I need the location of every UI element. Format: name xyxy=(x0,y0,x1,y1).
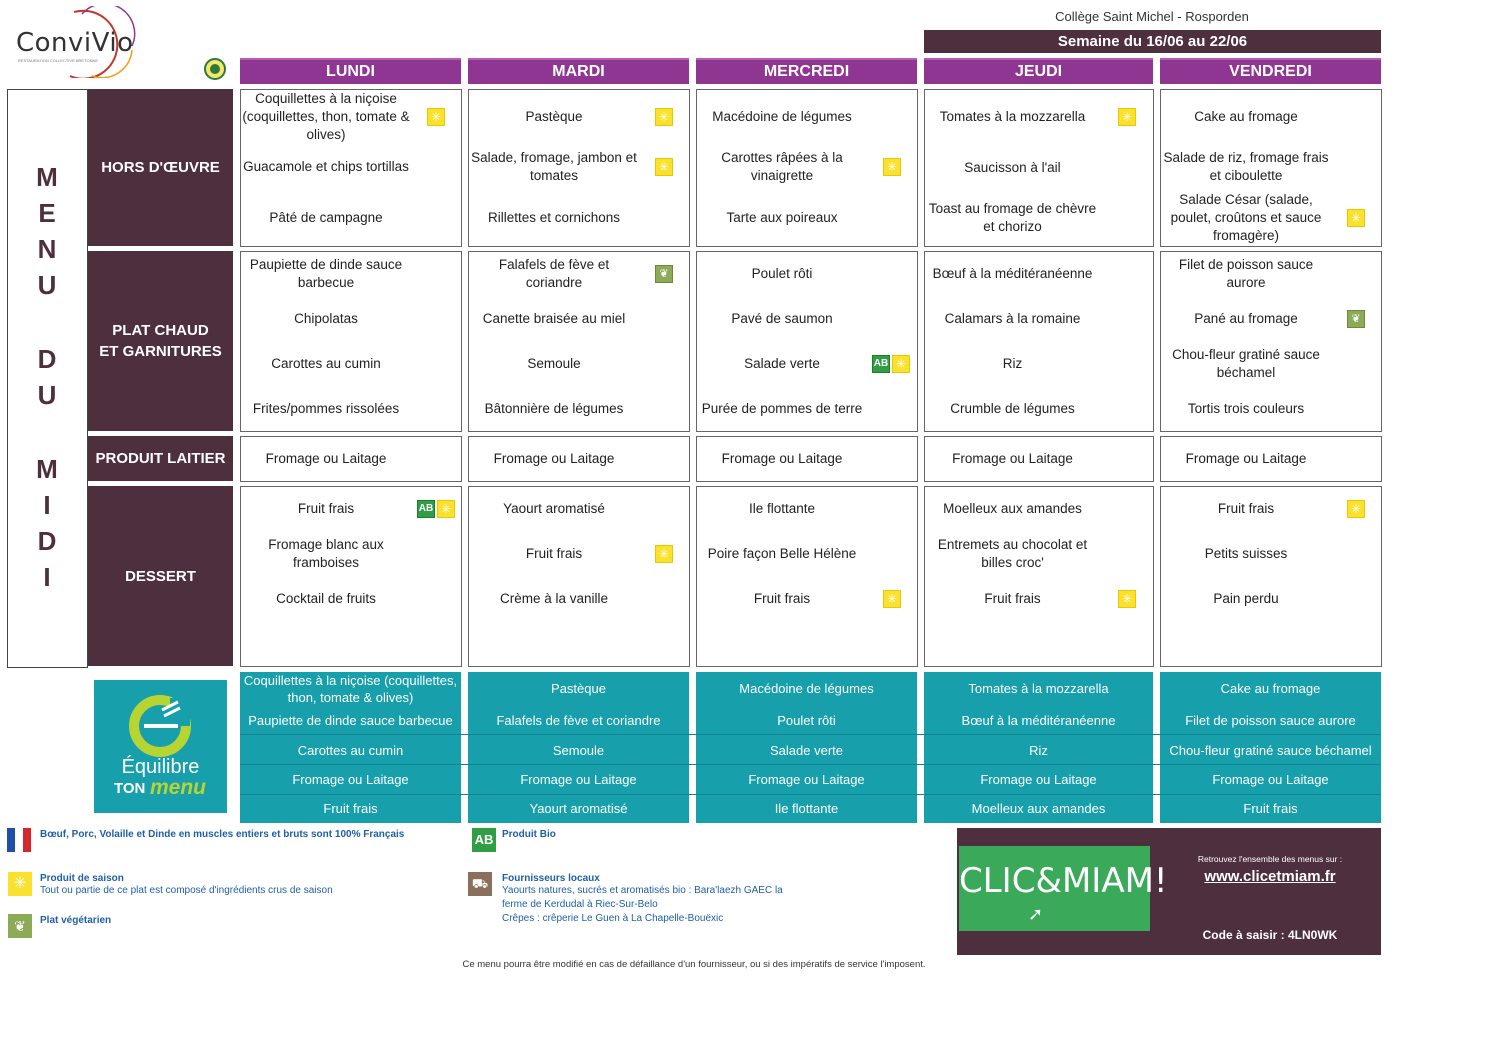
legend-local-line: Yaourts natures, sucrés et aromatisés bio : Bara'laezh GAEC la xyxy=(502,885,783,896)
side-letter: I xyxy=(43,490,51,520)
dish: Saucisson à l'ail xyxy=(964,160,1061,175)
dish: Chou-fleur gratiné sauce béchamel xyxy=(1172,347,1320,380)
equilibre-item: Filet de poisson sauce aurore xyxy=(1185,712,1356,728)
week-range: Semaine du 16/06 au 22/06 xyxy=(924,30,1381,53)
dish: Fromage ou Laitage xyxy=(493,451,615,466)
legend-bio-text: Produit Bio xyxy=(502,829,556,840)
dish: Fruit frais xyxy=(1217,501,1275,516)
equilibre-item: Carottes au cumin xyxy=(297,742,404,758)
saison-icon xyxy=(1118,590,1136,608)
equilibre-item: Tomates à la mozzarella xyxy=(968,680,1109,696)
equilibre-item: Ile flottante xyxy=(774,800,839,816)
bio-legend-icon: AB xyxy=(472,828,496,852)
dish: Tortis trois couleurs xyxy=(1187,401,1305,416)
saison-icon xyxy=(892,355,910,373)
equilibre-item: Fromage ou Laitage xyxy=(292,771,409,787)
equilibre-item: Fruit frais xyxy=(323,800,378,816)
dish: Petits suisses xyxy=(1204,546,1288,561)
convivio-logo xyxy=(12,6,142,78)
dish: Fromage blanc aux framboises xyxy=(268,537,384,570)
dish: Pané au fromage xyxy=(1194,311,1298,326)
day-header-lundi: LUNDI xyxy=(240,58,461,84)
saison-icon xyxy=(427,108,445,126)
saison-icon xyxy=(1118,108,1136,126)
legend-saison-title: Produit de saison xyxy=(40,873,124,884)
day-header-mardi: MARDI xyxy=(468,58,689,84)
side-letter: M xyxy=(36,162,58,192)
brand-tagline: RESTAURATION COLLECTIVE BRETONNE xyxy=(18,58,99,63)
dish: Macédoine de légumes xyxy=(712,109,852,124)
dish: Entremets au chocolat et billes croc' xyxy=(937,537,1088,570)
clic-intro: Retrouvez l'ensemble des menus sur : xyxy=(1197,854,1343,864)
dish: Riz xyxy=(1002,356,1023,371)
menu-word: menu xyxy=(150,776,207,799)
dish: Crumble de légumes xyxy=(950,401,1075,416)
dish: Calamars à la romaine xyxy=(944,311,1081,326)
dish: Salade verte xyxy=(744,356,820,371)
equilibre-item: Paupiette de dinde sauce barbecue xyxy=(248,712,453,728)
dish: Pavé de saumon xyxy=(731,311,833,326)
day-header-mercredi: MERCREDI xyxy=(696,58,917,84)
dish: Fromage ou Laitage xyxy=(265,451,387,466)
dish: Salade de riz, fromage frais et ciboulette xyxy=(1163,150,1329,183)
side-letter: M xyxy=(36,454,58,484)
bio-icon: AB xyxy=(872,355,890,373)
tractor-icon: ⛟ xyxy=(468,872,492,896)
equilibre-item: Fromage ou Laitage xyxy=(1212,771,1329,787)
divider xyxy=(240,794,1381,795)
equilibre-item: Fromage ou Laitage xyxy=(748,771,865,787)
equilibre-item: Fromage ou Laitage xyxy=(520,771,637,787)
dish: Filet de poisson sauce aurore xyxy=(1178,257,1314,290)
equilibre-item: Moelleux aux amandes xyxy=(971,800,1106,816)
dish: Fromage ou Laitage xyxy=(1185,451,1307,466)
day-header-vendredi: VENDREDI xyxy=(1160,58,1381,84)
side-letter: U xyxy=(37,380,57,410)
saison-icon xyxy=(655,158,673,176)
vegetarien-icon xyxy=(655,265,673,283)
equilibre-item: Poulet rôti xyxy=(777,712,836,728)
divider xyxy=(240,734,1381,735)
dish: Cake au fromage xyxy=(1194,109,1298,124)
equilibre-item: Bœuf à la méditéranéenne xyxy=(961,712,1116,728)
dish: Fruit frais xyxy=(297,501,355,516)
dish: Pâté de campagne xyxy=(269,210,383,225)
equilibre-item: Falafels de fève et coriandre xyxy=(496,712,661,728)
dish: Semoule xyxy=(527,356,581,371)
saison-icon xyxy=(1347,209,1365,227)
dish: Fromage ou Laitage xyxy=(952,451,1073,466)
saison-icon xyxy=(883,590,901,608)
ton-word: TON xyxy=(114,780,146,797)
legend-local-line: ferme de Kerdudal à Riec-Sur-Belo xyxy=(502,899,658,910)
dish: Fruit frais xyxy=(984,591,1041,606)
dish: Poulet rôti xyxy=(751,266,813,281)
equilibre-item: Cake au fromage xyxy=(1220,680,1321,696)
divider xyxy=(240,764,1381,765)
saison-icon xyxy=(1347,500,1365,518)
vegetarien-icon xyxy=(1347,310,1365,328)
dish: Chipolatas xyxy=(294,311,358,326)
equilibre-item: Chou-fleur gratiné sauce béchamel xyxy=(1169,742,1372,758)
side-letter: U xyxy=(37,270,57,300)
dish: Moelleux aux amandes xyxy=(943,501,1082,516)
equilibre-item: Fromage ou Laitage xyxy=(980,771,1097,787)
brand-name: ConviVio xyxy=(16,28,134,58)
dish: Fruit frais xyxy=(753,591,811,606)
equilibre-item: Riz xyxy=(1029,742,1048,758)
bio-icon: AB xyxy=(417,500,435,518)
menu-du-midi-banner xyxy=(7,89,88,668)
equilibre-item: Yaourt aromatisé xyxy=(529,800,628,816)
dish: Crème à la vanille xyxy=(499,591,609,606)
france-flag-icon xyxy=(7,828,31,852)
dish: Pain perdu xyxy=(1213,591,1279,606)
dish: Guacamole et chips tortillas xyxy=(243,159,409,174)
equilibre-ton-menu-logo xyxy=(94,680,227,813)
saison-legend-icon: ✳ xyxy=(8,872,32,896)
dish: Carottes râpées à la vinaigrette xyxy=(721,150,843,183)
legend-saison-text: Tout ou partie de ce plat est composé d'ingrédients crus de saison xyxy=(40,885,333,896)
clic-miam-logo: CLIC&MIAM! xyxy=(959,846,1150,931)
dish: Toast au fromage de chèvre et chorizo xyxy=(928,201,1097,234)
footnote: Ce menu pourra être modifié en cas de défaillance d'un fournisseur, ou si des impératifs de service l'imposent. xyxy=(462,959,926,970)
side-letter: D xyxy=(37,344,57,374)
clic-code: Code à saisir : 4LN0WK xyxy=(1202,928,1338,942)
dish: Purée de pommes de terre xyxy=(701,401,863,416)
side-letter: I xyxy=(43,562,51,592)
saison-icon xyxy=(437,500,455,518)
cursor-icon: ➚ xyxy=(1028,904,1044,924)
saison-icon xyxy=(883,158,901,176)
dish: Salade, fromage, jambon et tomates xyxy=(471,150,637,183)
dish: Rillettes et cornichons xyxy=(487,210,621,225)
equilibre-item: Semoule xyxy=(552,742,605,758)
dish: Fruit frais xyxy=(525,546,583,561)
legend-local-line: Crêpes : crêperie Le Guen à La Chapelle-Bouëxic xyxy=(502,913,724,924)
category-dessert: DESSERT xyxy=(88,486,233,666)
dish: Paupiette de dinde sauce barbecue xyxy=(249,257,403,290)
side-letter: D xyxy=(37,526,57,556)
legend-france-text: Bœuf, Porc, Volaille et Dinde en muscles entiers et bruts sont 100% Français xyxy=(40,829,405,840)
legend-veg-text: Plat végétarien xyxy=(40,915,112,926)
dish: Tomates à la mozzarella xyxy=(939,109,1086,124)
vegetarien-legend-icon: ❦ xyxy=(8,914,32,938)
saison-icon xyxy=(655,108,673,126)
dish: Bœuf à la méditéranéenne xyxy=(932,266,1093,281)
dish: Coquillettes à la niçoise (coquillettes, thon, tomate & olives) xyxy=(242,91,410,142)
side-letter: E xyxy=(38,198,56,228)
equilibre-word: Équilibre xyxy=(121,756,200,778)
equilibre-item: Coquillettes à la niçoise (coquillettes, thon, tomate & olives) xyxy=(243,673,458,705)
dish: Pastèque xyxy=(525,109,583,124)
dish: Ile flottante xyxy=(748,501,816,516)
category-plat-chaud: PLAT CHAUD ET GARNITURES xyxy=(88,251,233,431)
equilibre-item: Fruit frais xyxy=(1243,800,1298,816)
category-hors-doeuvre: HORS D'ŒUVRE xyxy=(88,89,233,246)
dish: Salade César (salade, poulet, croûtons et sauce fromagère) xyxy=(1170,192,1322,243)
dish: Cocktail de fruits xyxy=(276,591,376,606)
category-produit-laitier: PRODUIT LAITIER xyxy=(88,436,233,481)
equilibre-item: Pastèque xyxy=(551,680,606,696)
dish: Falafels de fève et coriandre xyxy=(498,257,610,290)
dish: Carottes au cumin xyxy=(271,356,381,371)
equilibre-item: Macédoine de légumes xyxy=(739,680,874,696)
dish: Yaourt aromatisé xyxy=(503,501,605,516)
saison-icon xyxy=(655,545,673,563)
dish: Tarte aux poireaux xyxy=(726,210,838,225)
dish: Bâtonnière de légumes xyxy=(484,401,624,416)
school-name: Collège Saint Michel - Rosporden xyxy=(1055,9,1249,24)
clicetmiam-link[interactable]: www.clicetmiam.fr xyxy=(1204,868,1336,885)
dish: Fromage ou Laitage xyxy=(721,451,843,466)
label-badge-icon xyxy=(202,57,228,81)
dish: Poire façon Belle Hélène xyxy=(707,546,857,561)
equilibre-item: Salade verte xyxy=(770,742,843,758)
day-header-jeudi: JEUDI xyxy=(924,58,1153,84)
side-letter: N xyxy=(37,234,57,264)
dish: Canette braisée au miel xyxy=(482,311,626,326)
dish: Frites/pommes rissolées xyxy=(252,401,400,416)
legend-local-title: Fournisseurs locaux xyxy=(502,873,600,884)
